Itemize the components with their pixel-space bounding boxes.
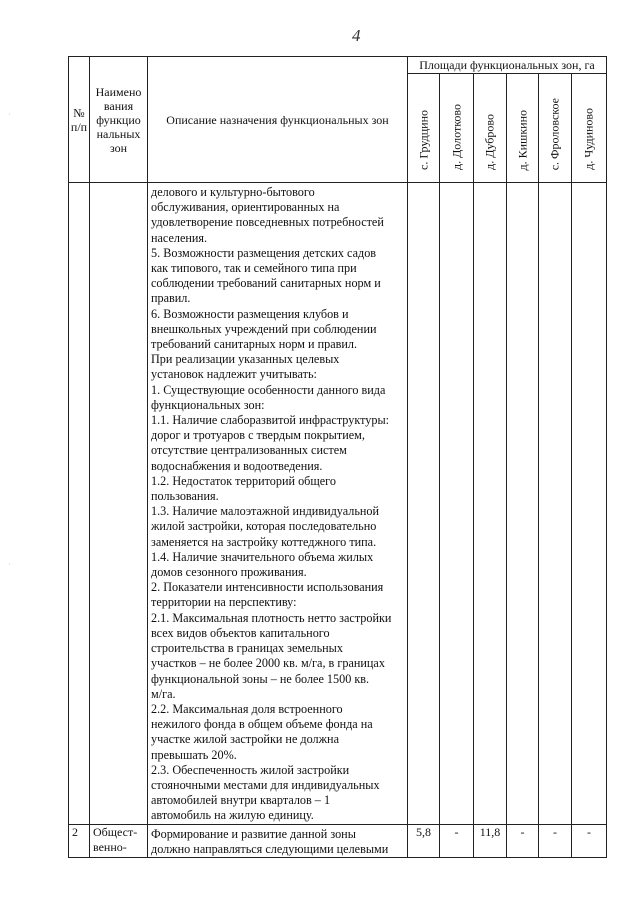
row2-area-value: 11,8: [474, 824, 507, 857]
row2-desc-text: [148, 825, 407, 857]
area-label: с. Фроловское: [547, 97, 562, 170]
desc-line: должно направляться следующими целевыми: [151, 841, 389, 856]
desc-line: участков – не более 2000 кв. м/га, в границах: [151, 656, 385, 671]
row1-desc-text: [148, 183, 407, 824]
desc-line: правил.: [151, 291, 191, 306]
row2-name-line: Общест-: [93, 824, 138, 839]
desc-line: функциональных зон:: [151, 397, 265, 412]
desc-line: как типового, так и семейного типа при: [151, 261, 357, 276]
row1-area: [408, 183, 440, 825]
row2-area-value: 5,8: [408, 824, 440, 857]
header-desc: Описание назначения функциональных зон: [148, 57, 408, 183]
desc-line: внешкольных учреждений при соблюдении: [151, 321, 377, 336]
desc-line: дорог и тротуаров с твердым покрытием,: [151, 428, 365, 443]
header-area-grudtsino: [408, 74, 440, 183]
desc-line: 1.2. Недостаток территорий общего: [151, 473, 336, 488]
desc-line: функциональной зоны – не более 1500 кв.: [151, 671, 370, 686]
scan-dot: ·: [8, 560, 11, 569]
desc-line: населения.: [151, 230, 208, 245]
row1-area: [572, 183, 607, 825]
table-row: [69, 183, 607, 825]
row1-area: [440, 183, 474, 825]
scan-dot: ·: [8, 110, 11, 119]
area-label: д. Дуброво: [482, 114, 497, 170]
row2-area-value: -: [539, 824, 572, 857]
row1-name: [90, 183, 148, 825]
row2-name-line: венно-: [93, 839, 127, 854]
row2-area-value: -: [507, 824, 539, 857]
header-name: [90, 57, 148, 183]
header-name-line: зон: [109, 140, 128, 155]
desc-line: м/га.: [151, 686, 176, 701]
row1-area: [474, 183, 507, 825]
desc-line: 2.3. Обеспеченность жилой застройки: [151, 762, 350, 777]
row1-desc: [148, 183, 408, 825]
row2-desc: [148, 824, 408, 857]
desc-line: делового и культурно-бытового: [151, 185, 315, 199]
header-num: [69, 57, 90, 183]
desc-line: водоснабжения и водоотведения.: [151, 458, 323, 473]
desc-line: 2.1. Максимальная плотность нетто застройки: [151, 610, 392, 625]
header-area-group: Площади функциональных зон, га: [408, 57, 607, 74]
header-area-chudinovo: [572, 74, 607, 183]
row1-area: [539, 183, 572, 825]
row2-name: [90, 824, 148, 857]
row2-num: 2: [69, 824, 90, 857]
header-area-frolovskoe: [539, 74, 572, 183]
desc-line: нежилого фонда в общем объеме фонда на: [151, 717, 373, 732]
row1-num: [69, 183, 90, 825]
desc-line: При реализации указанных целевых: [151, 352, 340, 367]
desc-line: превышать 20%.: [151, 747, 237, 762]
row1-area: [507, 183, 539, 825]
desc-line: 1.3. Наличие малоэтажной индивидуальной: [151, 504, 380, 519]
header-num-label: № п/п: [70, 105, 88, 134]
desc-line: автомобилей внутри кварталов – 1: [151, 793, 331, 808]
desc-line: автомобиль на жилую единицу.: [151, 808, 314, 823]
page-number: 4: [352, 26, 361, 45]
desc-line: заменяется на застройку коттеджного типа.: [151, 534, 377, 549]
functional-zones-table: [68, 56, 607, 858]
desc-line: стояночными местами для индивидуальных: [151, 777, 380, 792]
header-area-kishkino: [507, 74, 539, 183]
desc-line: участке жилой застройки не должна: [151, 732, 339, 747]
desc-line: удовлетворение повседневных потребностей: [151, 215, 384, 230]
desc-line: домов сезонного проживания.: [151, 565, 307, 580]
desc-line: территории на перспективу:: [151, 595, 297, 610]
desc-line: Формирование и развитие данной зоны: [151, 826, 356, 841]
desc-line: обслуживания, ориентированных на: [151, 200, 340, 215]
desc-line: жилой застройки, которая последовательно: [151, 519, 377, 534]
header-area-dubrovo: [474, 74, 507, 183]
desc-line: 2.2. Максимальная доля встроенного: [151, 701, 343, 716]
area-label: с. Грудцино: [416, 110, 430, 170]
row2-area-value: -: [572, 824, 607, 857]
desc-line: пользования.: [151, 489, 219, 504]
desc-line: соблюдении требований санитарных норм и: [151, 276, 381, 291]
header-name-line: нальных: [96, 126, 141, 141]
area-label: д. Кишкино: [515, 109, 529, 170]
desc-line: требований санитарных норм и правил.: [151, 337, 358, 352]
header-row-1: [69, 57, 607, 74]
table-row: [69, 824, 607, 857]
desc-line: 1.4. Наличие значительного объема жилых: [151, 549, 374, 564]
desc-line: установок надлежит учитывать:: [151, 367, 317, 382]
desc-line: 1.1. Наличие слаборазвитой инфраструктуры:: [151, 413, 390, 428]
area-label: д. Чудиново: [581, 108, 596, 170]
header-area-dolotkovo: [440, 74, 474, 183]
header-name-line: функцио: [96, 112, 141, 127]
desc-line: 2. Показатели интенсивности использования: [151, 580, 384, 595]
header-name-line: Наимено: [95, 84, 142, 99]
desc-line: 6. Возможности размещения клубов и: [151, 306, 349, 321]
desc-line: строительства в границах земельных: [151, 641, 343, 656]
desc-line: 5. Возможности размещения детских садов: [151, 245, 377, 260]
desc-line: 1. Существующие особенности данного вида: [151, 382, 386, 397]
area-label: д. Долотково: [449, 103, 463, 170]
desc-line: отсутствие централизованных систем: [151, 443, 347, 458]
header-name-line: вания: [103, 98, 134, 113]
row2-area-value: -: [440, 824, 474, 857]
desc-line: всех видов объектов капитального: [151, 625, 330, 640]
